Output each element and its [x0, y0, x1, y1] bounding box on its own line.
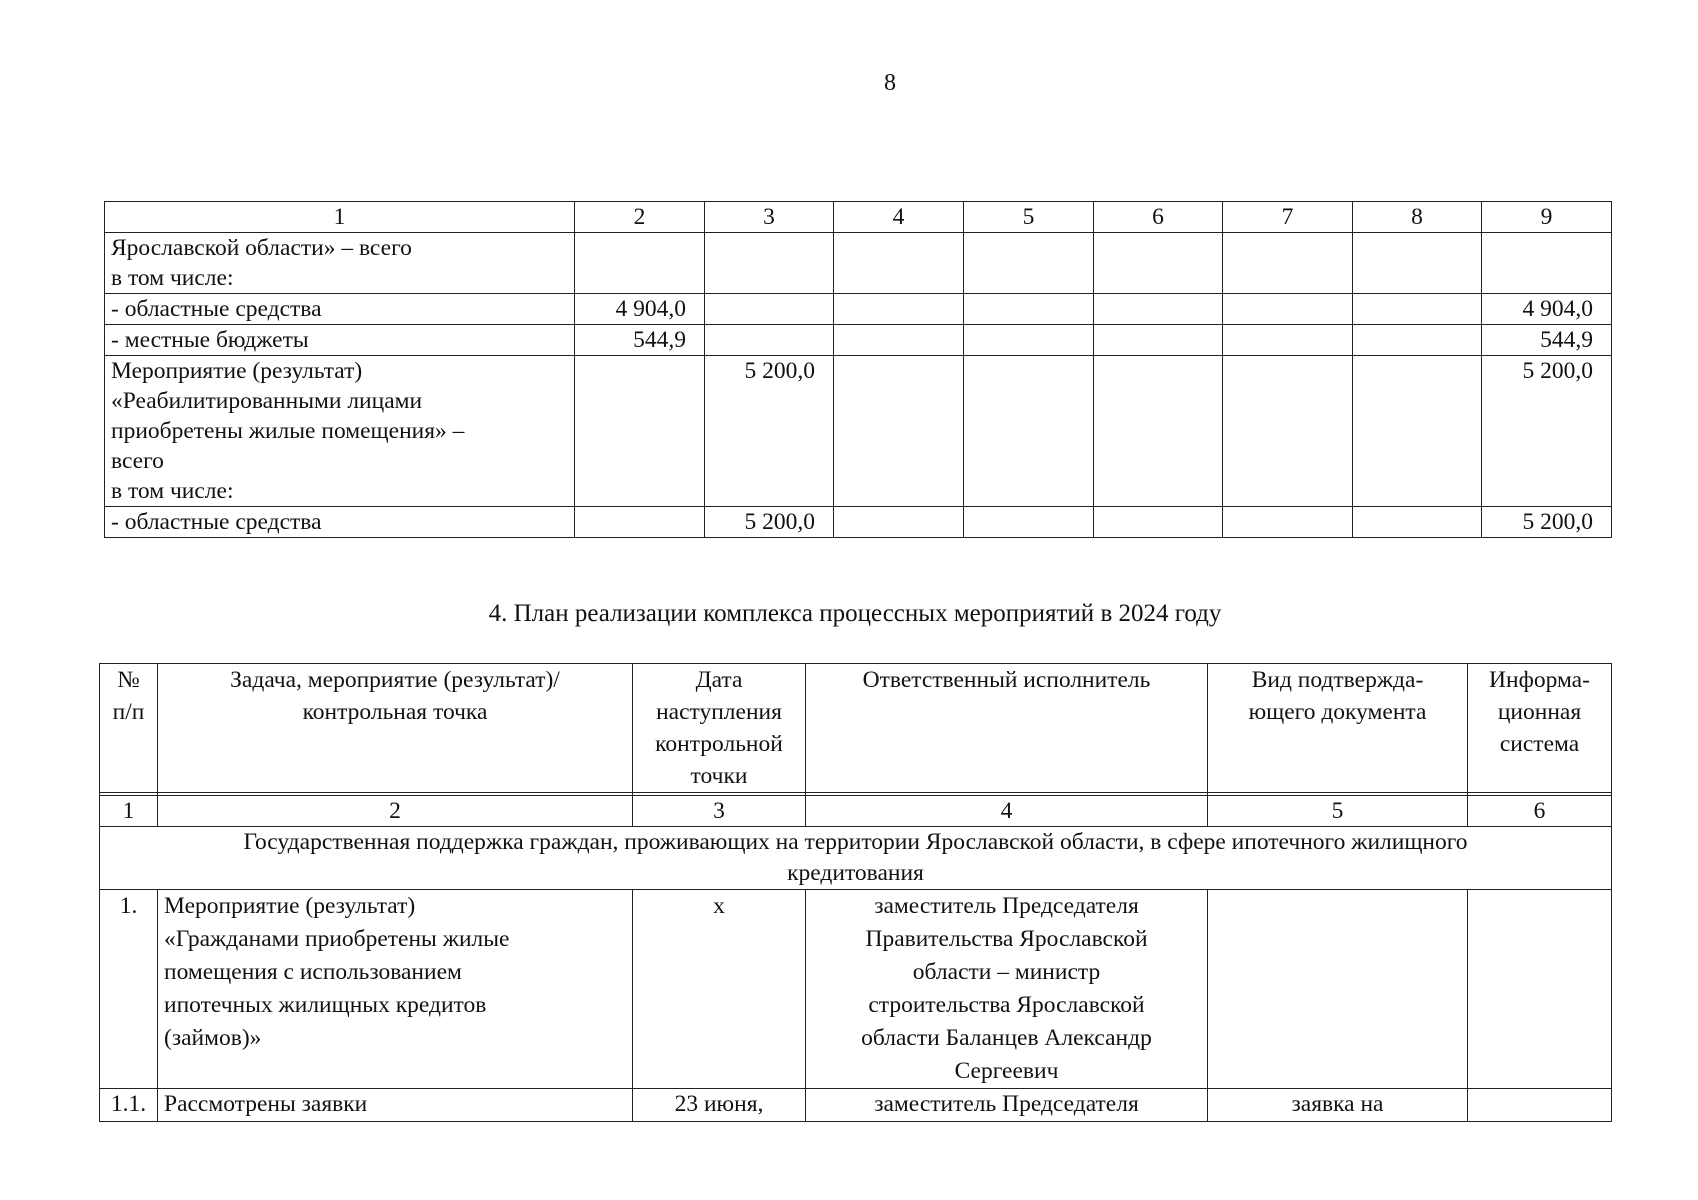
row-number: 1.: [100, 890, 158, 1089]
task-line: (займов)»: [164, 1025, 262, 1051]
header-document: [1208, 664, 1468, 793]
budget-cell-empty: [1094, 325, 1223, 356]
budget-cell-col3: 5 200,0: [705, 356, 834, 507]
column-number: 1: [100, 796, 158, 827]
budget-cell-col2: 544,9: [575, 325, 705, 356]
budget-cell-empty: [964, 507, 1094, 538]
budget-row-label: [105, 325, 575, 356]
budget-cell-col2: [575, 233, 705, 294]
row-date: 23 июня,: [633, 1089, 806, 1122]
responsible-line: Сергеевич: [954, 1058, 1059, 1084]
plan-group-row: [100, 827, 1612, 890]
header-date: [633, 664, 806, 793]
budget-cell-empty: [1353, 294, 1482, 325]
budget-cell-empty: [1094, 294, 1223, 325]
label-line: всего: [111, 448, 164, 474]
budget-row: [105, 325, 1612, 356]
budget-cell-empty: [834, 356, 964, 507]
budget-cell-empty: [1094, 233, 1223, 294]
label-line: приобретены жилые помещения» –: [111, 418, 465, 444]
budget-cell-col2: [575, 507, 705, 538]
budget-cell-empty: [1094, 507, 1223, 538]
label-line: - областные средства: [111, 296, 322, 322]
budget-cell-col9: [1482, 233, 1612, 294]
budget-cell-empty: [964, 325, 1094, 356]
column-number: 2: [158, 796, 633, 827]
budget-cell-empty: [1223, 507, 1353, 538]
label-line: - местные бюджеты: [111, 327, 309, 353]
budget-header-cell: 1: [105, 202, 575, 233]
header-system: [1468, 664, 1612, 793]
header-line: Вид подтвержда-: [1251, 667, 1424, 693]
plan-row: [100, 1089, 1612, 1122]
label-line: Ярославской области» – всего: [111, 235, 412, 261]
label-line: Мероприятие (результат): [111, 358, 363, 384]
budget-header-row: [105, 202, 1612, 233]
budget-cell-empty: [1223, 325, 1353, 356]
responsible-line: области – министр: [912, 959, 1101, 985]
group-title-line: Государственная поддержка граждан, проживающих на территории Ярославской области, в сфере ипотечного жилищного: [243, 829, 1468, 855]
budget-header-cell: 7: [1223, 202, 1353, 233]
task-line: помещения с использованием: [164, 959, 462, 985]
column-number: 3: [633, 796, 806, 827]
budget-cell-empty: [834, 294, 964, 325]
row-number: 1.1.: [100, 1089, 158, 1122]
label-line: в том числе:: [111, 478, 234, 504]
row-task: [158, 890, 633, 1089]
group-title-line: кредитования: [787, 860, 924, 886]
budget-cell-empty: [964, 294, 1094, 325]
budget-row-label: [105, 356, 575, 507]
budget-cell-empty: [1353, 507, 1482, 538]
budget-cell-col2: [575, 356, 705, 507]
budget-cell-empty: [834, 233, 964, 294]
budget-cell-col9: 4 904,0: [1482, 294, 1612, 325]
header-line: система: [1499, 731, 1580, 757]
budget-cell-col2: 4 904,0: [575, 294, 705, 325]
budget-row-label: [105, 507, 575, 538]
row-task: [158, 1089, 633, 1122]
budget-header-cell: 4: [834, 202, 964, 233]
budget-cell-col3: [705, 233, 834, 294]
budget-cell-col3: [705, 294, 834, 325]
column-number: 5: [1208, 796, 1468, 827]
budget-cell-col9: 5 200,0: [1482, 507, 1612, 538]
header-number: [100, 664, 158, 793]
label-line: в том числе:: [111, 265, 234, 291]
header-line: контрольная точка: [302, 699, 488, 725]
budget-header-cell: 2: [575, 202, 705, 233]
responsible-line: строительства Ярославской: [868, 992, 1145, 1018]
budget-row: [105, 356, 1612, 507]
task-line: «Гражданами приобретены жилые: [164, 926, 510, 952]
budget-header-cell: 8: [1353, 202, 1482, 233]
page-number: 8: [884, 70, 896, 96]
budget-row-label: [105, 294, 575, 325]
budget-cell-col3: 5 200,0: [705, 507, 834, 538]
plan-row: [100, 890, 1612, 1089]
column-number: 4: [806, 796, 1208, 827]
budget-cell-empty: [964, 356, 1094, 507]
budget-cell-empty: [1094, 356, 1223, 507]
header-responsible: [806, 664, 1208, 793]
header-line: наступления: [656, 699, 782, 725]
row-system: [1468, 1089, 1612, 1122]
budget-table: [104, 201, 1612, 538]
header-line: Дата: [695, 667, 743, 693]
task-line: ипотечных жилищных кредитов: [164, 992, 487, 1018]
group-title: [100, 827, 1612, 890]
row-responsible: [806, 1089, 1208, 1122]
budget-cell-empty: [1223, 356, 1353, 507]
row-date: х: [633, 890, 806, 1089]
header-line: п/п: [112, 699, 145, 725]
budget-row-label: [105, 233, 575, 294]
budget-row: [105, 294, 1612, 325]
header-line: Информа-: [1489, 667, 1590, 693]
budget-cell-col9: 5 200,0: [1482, 356, 1612, 507]
plan-table: [99, 663, 1612, 1122]
budget-cell-empty: [1223, 294, 1353, 325]
row-document: заявка на: [1208, 1089, 1468, 1122]
header-line: контрольной: [655, 731, 783, 757]
budget-row: [105, 507, 1612, 538]
plan-column-numbers-row: [100, 796, 1612, 827]
task-line: Мероприятие (результат): [164, 893, 416, 919]
budget-header-cell: 6: [1094, 202, 1223, 233]
budget-cell-empty: [1223, 233, 1353, 294]
budget-row: [105, 233, 1612, 294]
responsible-line: области Баланцев Александр: [861, 1025, 1152, 1051]
section-title: 4. План реализации комплекса процессных мероприятий в 2024 году: [488, 600, 1222, 627]
responsible-line: заместитель Председателя: [874, 893, 1139, 919]
row-responsible: [806, 890, 1208, 1089]
header-line: Ответственный исполнитель: [862, 667, 1151, 693]
row-document: [1208, 890, 1468, 1089]
budget-cell-empty: [1353, 356, 1482, 507]
budget-cell-empty: [1353, 325, 1482, 356]
budget-cell-empty: [964, 233, 1094, 294]
budget-cell-col9: 544,9: [1482, 325, 1612, 356]
header-line: №: [117, 667, 140, 693]
budget-header-cell: 3: [705, 202, 834, 233]
header-line: точки: [690, 763, 748, 789]
column-number: 6: [1468, 796, 1612, 827]
responsible-line: заместитель Председателя: [874, 1091, 1139, 1117]
plan-header-row: [100, 664, 1612, 793]
header-line: ющего документа: [1248, 699, 1427, 725]
label-line: - областные средства: [111, 509, 322, 535]
header-line: Задача, мероприятие (результат)/: [230, 667, 560, 693]
header-line: ционная: [1497, 699, 1582, 725]
responsible-line: Правительства Ярославской: [865, 926, 1148, 952]
budget-header-cell: 9: [1482, 202, 1612, 233]
budget-cell-empty: [834, 507, 964, 538]
budget-header-cell: 5: [964, 202, 1094, 233]
budget-cell-col3: [705, 325, 834, 356]
header-task: [158, 664, 633, 793]
budget-cell-empty: [1353, 233, 1482, 294]
label-line: «Реабилитированными лицами: [111, 388, 423, 414]
budget-cell-empty: [834, 325, 964, 356]
row-system: [1468, 890, 1612, 1089]
task-line: Рассмотрены заявки: [164, 1091, 368, 1117]
